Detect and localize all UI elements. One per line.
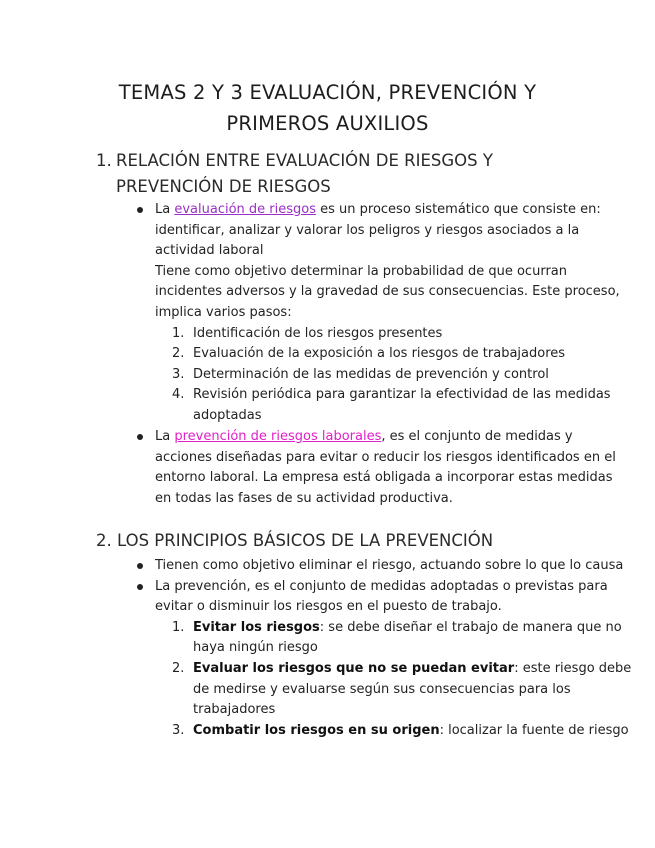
step-1-text: Identificación de los riesgos presentes: [193, 325, 443, 341]
principle-2-rest: : este riesgo debe: [514, 661, 632, 676]
step-2-text: Evaluación de la exposición a los riesgos de trabajadores: [193, 346, 566, 362]
s1-b1-line-1-rest: es un proceso sistemático que consiste en:: [316, 202, 601, 217]
bullet-dot: [137, 434, 143, 440]
principle-2-line-3: trabajadores: [193, 702, 276, 718]
step-4-text-line-2: adoptadas: [193, 408, 262, 423]
step-3-number: 3.: [172, 366, 185, 382]
s1-b2-line-3: entorno laboral. La empresa está obligada a incorporar estas medidas: [155, 470, 613, 486]
principle-1-line-2: haya ningún riesgo: [193, 640, 318, 656]
link-prevencion-de-riesgos-laborales[interactable]: prevención de riesgos laborales: [174, 429, 382, 444]
s1-b1-line-6: implica varios pasos:: [155, 305, 292, 320]
principle-1-bold: Evitar los riesgos: [193, 619, 320, 635]
step-3-text: Determinación de las medidas de prevención y control: [193, 366, 549, 382]
step-4-number: 4.: [172, 387, 185, 403]
s1-b1-line-1: [155, 200, 601, 221]
step-4-text: Revisión periódica para garantizar la efectividad de las medidas: [193, 387, 611, 403]
step-2-number: 2.: [172, 346, 185, 362]
principle-1-number: 1.: [172, 619, 185, 635]
principle-3-bold: Combatir los riesgos en su origen: [193, 722, 440, 738]
s1-b1-prefix: La: [155, 202, 175, 217]
section1-heading-line-2: PREVENCIÓN DE RIESGOS: [116, 177, 331, 196]
section2-heading: 2. LOS PRINCIPIOS BÁSICOS DE LA PREVENCIÓN: [96, 531, 494, 550]
bullet-dot: [137, 563, 143, 569]
principle-2-number: 2.: [172, 661, 185, 676]
s2-b1-line-1: Tienen como objetivo eliminar el riesgo, actuando sobre lo que lo causa: [155, 558, 624, 573]
principle-3-number: 3.: [172, 722, 185, 738]
section1-heading-line-1: RELACIÓN ENTRE EVALUACIÓN DE RIESGOS Y: [116, 151, 493, 170]
principle-1-rest: : se debe diseñar el trabajo de manera que no: [319, 619, 622, 635]
step-1-number: 1.: [172, 325, 185, 341]
principle-3-line-1: [193, 721, 629, 742]
s1-b2-line-1: [155, 427, 573, 448]
document-title-line-2: PRIMEROS AUXILIOS: [226, 112, 429, 135]
s1-b1-line-4: Tiene como objetivo determinar la probabilidad de que ocurran: [155, 263, 567, 279]
bullet-dot: [137, 584, 143, 590]
s1-b2-line-1-rest: , es el conjunto de medidas y: [381, 429, 573, 444]
principle-1-line-1: [193, 618, 622, 639]
s2-b2-line-2: evitar o disminuir los riesgos en el puesto de trabajo.: [155, 599, 502, 615]
section1-number: 1.: [96, 151, 112, 170]
s1-b1-line-2: identificar, analizar y valorar los peligros y riesgos asociados a la: [155, 222, 580, 238]
principle-2-bold: Evaluar los riesgos que no se puedan evitar: [193, 661, 515, 676]
principle-3-rest: : localizar la fuente de riesgo: [439, 722, 629, 738]
s1-b2-prefix: La: [155, 429, 175, 444]
s2-b2-line-1: La prevención, es el conjunto de medidas adoptadas o previstas para: [155, 578, 608, 594]
s1-b1-line-3: actividad laboral: [155, 243, 264, 259]
document-title-line-1: TEMAS 2 Y 3 EVALUACIÓN, PREVENCIÓN Y: [118, 81, 537, 104]
s1-b1-line-5: incidentes adversos y la gravedad de sus consecuencias. Este proceso,: [155, 284, 620, 300]
link-evaluacion-de-riesgos[interactable]: evaluación de riesgos: [174, 202, 316, 217]
s1-b2-line-2: acciones diseñadas para evitar o reducir los riesgos identificados en el: [155, 449, 616, 465]
bullet-dot: [137, 207, 143, 213]
s1-b2-line-4: en todas las fases de su actividad productiva.: [155, 490, 453, 506]
principle-2-line-1: [193, 659, 631, 680]
principle-2-line-2: de medirse y evaluarse según sus consecuencias para los: [193, 681, 571, 697]
